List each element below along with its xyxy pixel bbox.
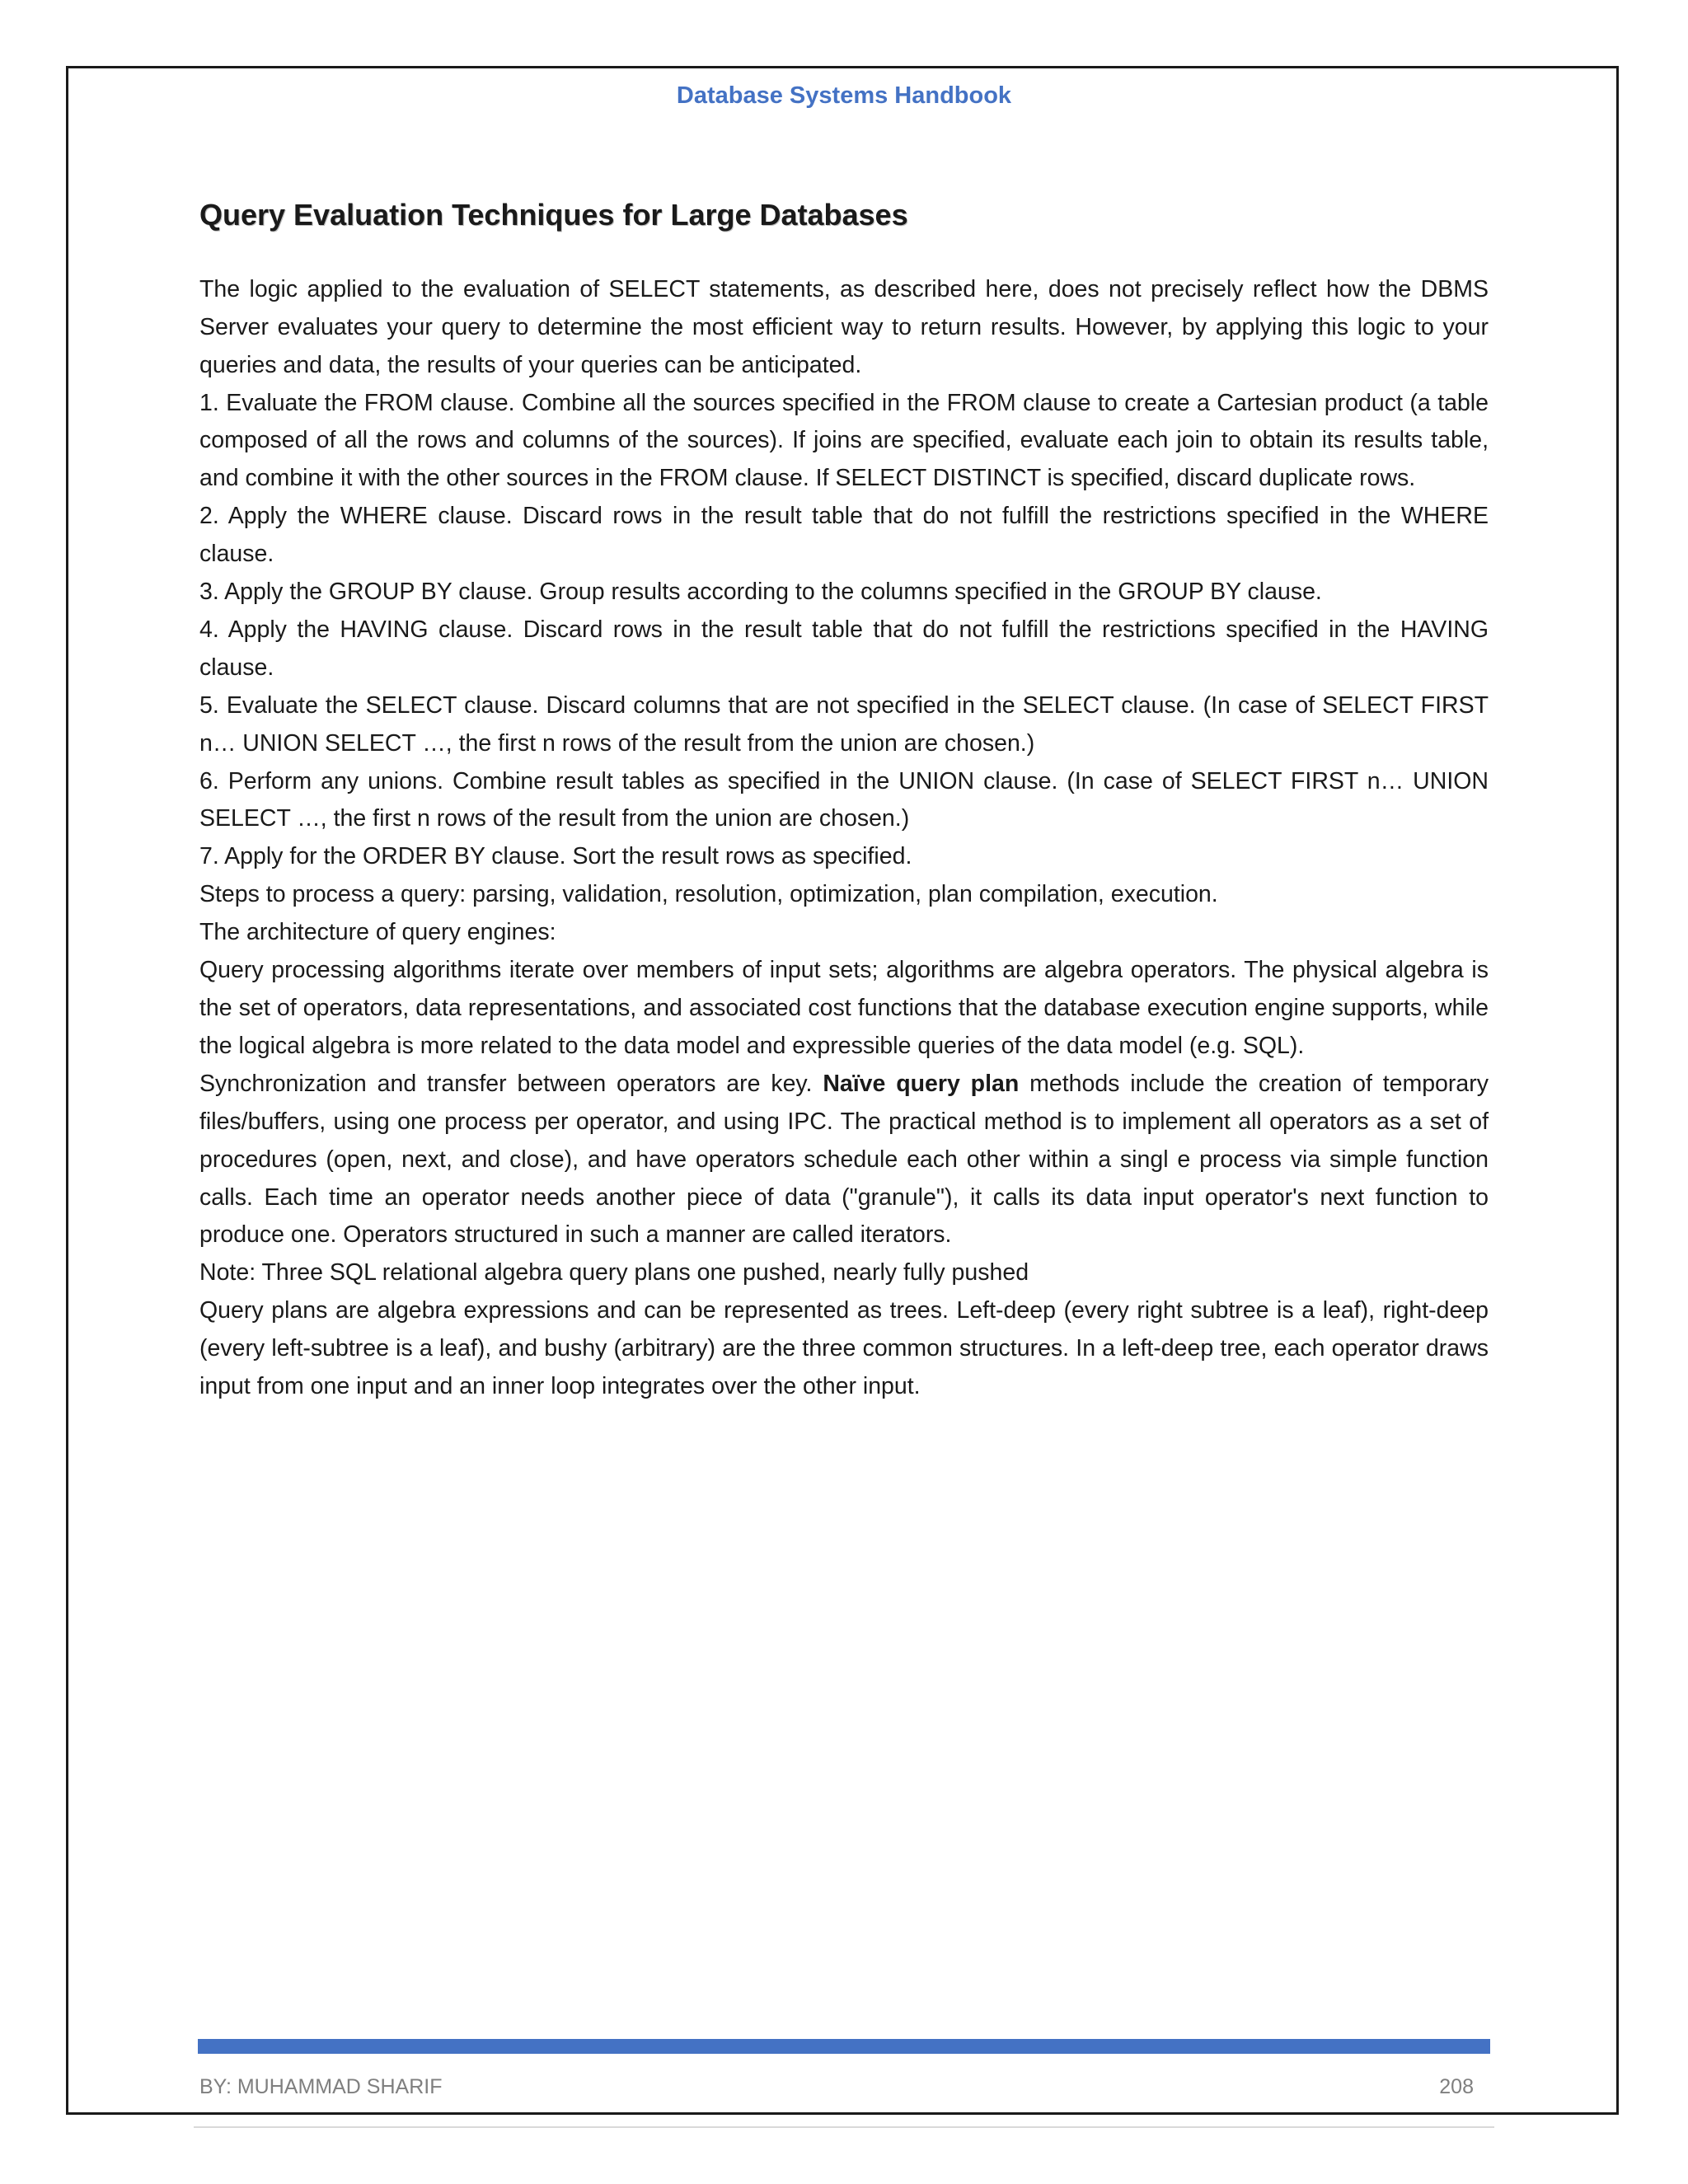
step-order-by-clause: 7. Apply for the ORDER BY clause. Sort the result rows as specified. [199, 843, 912, 870]
running-header: Database Systems Handbook [676, 82, 1012, 109]
step-where-clause: 2. Apply the WHERE clause. Discard rows in the result table that do not fulfill the restrictions specified in the WHERE clause. [199, 503, 1489, 568]
section-title: Query Evaluation Techniques for Large Databases [199, 198, 908, 232]
bottom-divider [194, 2126, 1494, 2128]
step-group-by-clause: 3. Apply the GROUP BY clause. Group results according to the columns specified in the GROUP BY clause. [199, 579, 1322, 606]
query-steps-line: Steps to process a query: parsing, validation, resolution, optimization, plan compilation, execution. [199, 881, 1218, 908]
intro-paragraph: The logic applied to the evaluation of SELECT statements, as described here, does not precisely reflect how the DBMS Server evaluates your query to determine the most efficient way to return results. However, by applying this logic to your queries and data, the results of your queries can be anticipated. [199, 275, 1489, 378]
note-line: Note: Three SQL relational algebra query plans one pushed, nearly fully pushed [199, 1259, 1029, 1286]
sync-text-before: Synchronization and transfer between operators are key. [199, 1070, 823, 1097]
architecture-heading-line: The architecture of query engines: [199, 919, 556, 946]
step-from-clause: 1. Evaluate the FROM clause. Combine all the sources specified in the FROM clause to create a Cartesian product (a table composed of all the rows and columns of the sources). If joins are specified, evaluate each join to obtain its results table, and combine it with the other sources in the FROM clause. If SELECT DISTINCT is specified, discard duplicate rows. [199, 389, 1489, 492]
page-number: 208 [1439, 2075, 1474, 2098]
synchronization-paragraph [199, 1066, 1489, 1255]
step-select-clause: 5. Evaluate the SELECT clause. Discard columns that are not specified in the SELECT clause. (In case of SELECT FIRST n… UNION SELECT …, the first n rows of the result from the union are chosen.) [199, 691, 1489, 757]
query-plan-trees-paragraph: Query plans are algebra expressions and can be represented as trees. Left-deep (every right subtree is a leaf), right-deep (every left-subtree is a leaf), and bushy (arbitrary) are the three common structures. In a left-deep tree, each operator draws input from one input and an inner loop integrates over the other input. [199, 1297, 1489, 1400]
body-text [199, 271, 1489, 1406]
footer-rule [198, 2039, 1490, 2054]
algebra-paragraph: Query processing algorithms iterate over members of input sets; algorithms are algebra operators. The physical algebra is the set of operators, data representations, and associated cost functions that the database execution engine supports, while the logical algebra is more related to the data model and expressible queries of the data model (e.g. SQL). [199, 957, 1489, 1059]
footer-author: BY: MUHAMMAD SHARIF [199, 2075, 443, 2098]
naive-query-plan-term: Naïve query plan [823, 1070, 1020, 1097]
page-content [199, 196, 1489, 1406]
step-having-clause: 4. Apply the HAVING clause. Discard rows in the result table that do not fulfill the restrictions specified in the HAVING clause. [199, 616, 1489, 681]
step-unions: 6. Perform any unions. Combine result tables as specified in the UNION clause. (In case of SELECT FIRST n… UNION SELECT …, the first n rows of the result from the union are chosen.) [199, 767, 1489, 832]
sync-text-after: methods include the creation of temporary files/buffers, using one process per operator, and using IPC. The practical method is to implement all operators as a set of procedures (open, next, and close), and have operators schedule each other within a singl e process via simple function calls. Each time an operator needs another piece of data ("granule"), it calls its data input operator's next function to produce one. Operators structured in such a manner are called iterators. [199, 1070, 1489, 1249]
